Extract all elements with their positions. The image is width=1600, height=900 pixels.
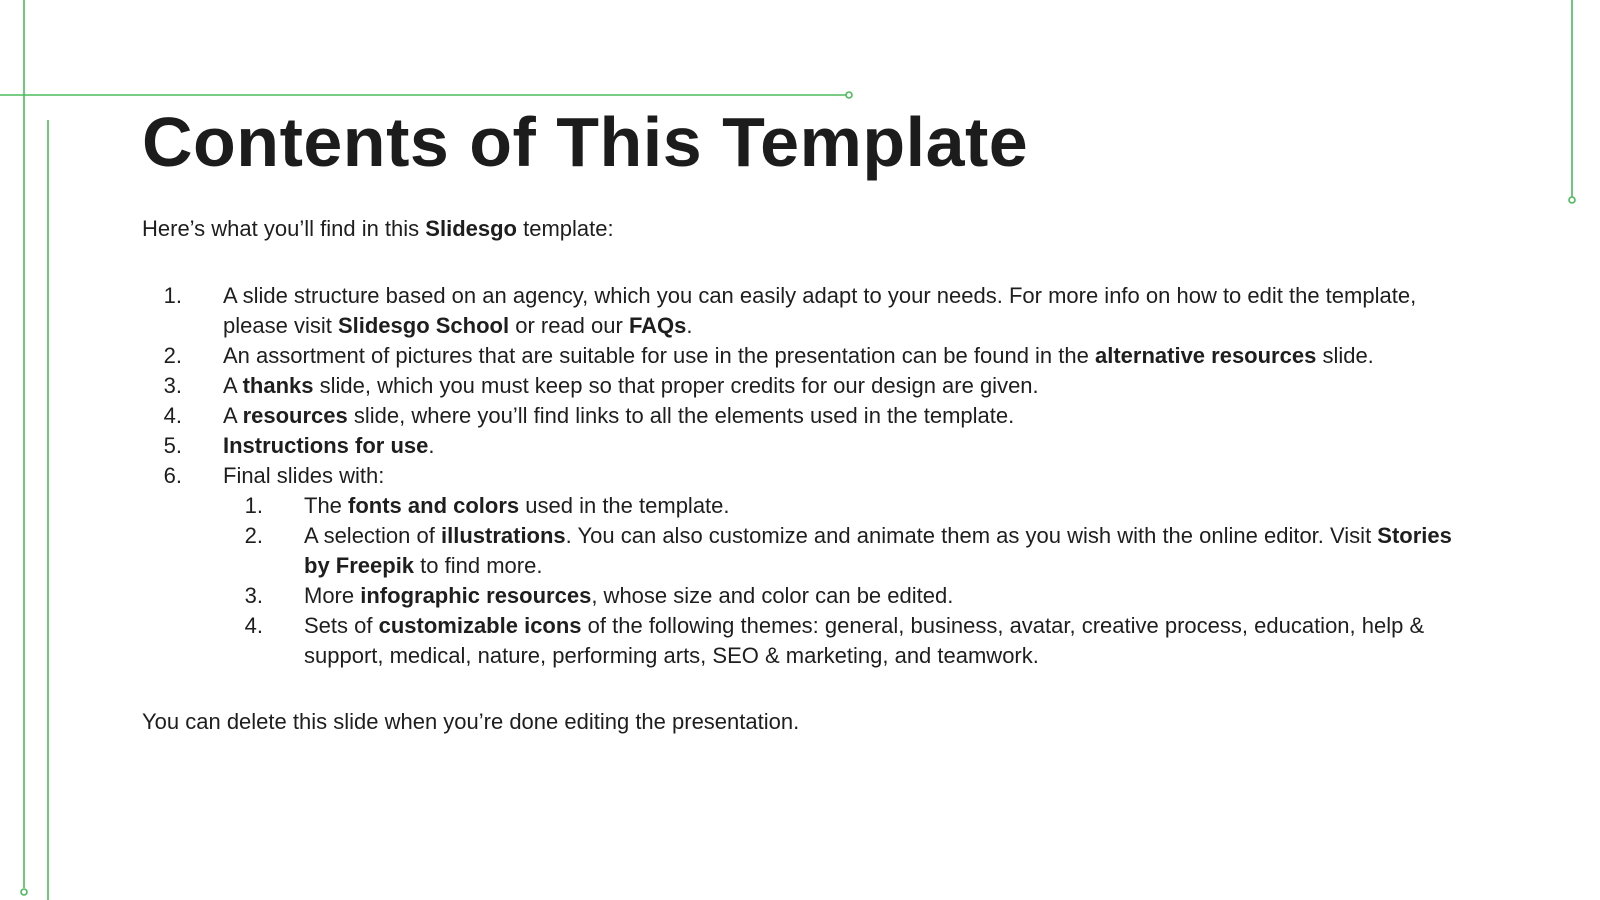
sublist-item: 3. More infographic resources, whose size and color can be edited.: [244, 583, 954, 608]
sublist-item: 4. Sets of customizable icons of the following themes: general, business, avatar, creative process, education, help & support, medical, nature, performing arts, SEO & marketing, and teamwork.: [244, 613, 1425, 668]
outro-text: You can delete this slide when you’re done editing the presentation.: [142, 709, 800, 734]
list-item: 4. A resources slide, where you’ll find links to all the elements used in the template.: [163, 403, 1015, 428]
list-item: 2. An assortment of pictures that are suitable for use in the presentation can be found in the alternative resources slide.: [163, 343, 1374, 368]
left-outer-line-dot: [21, 889, 27, 895]
slide-title: Contents of This Template: [142, 103, 1029, 181]
list-item: 5. Instructions for use.: [163, 433, 435, 458]
final-slides-sublist: [223, 491, 1462, 671]
list-item: 6. Final slides with: 1. The fonts and colors used in the template. 2. A selection of illustrations. You can also customize and animate them as you wish with the online editor. Visit Stories by Freepik to find more. 3. More infographic resources, whose size and color can be edited. 4. Sets of customizable icons of the following themes: general, business, avatar, creative process, education, help & support, medical, nature, performing arts, SEO & marketing, and teamwork.: [142, 461, 1462, 671]
contents-list: [142, 281, 1462, 671]
list-item: 1. A slide structure based on an agency, which you can easily adapt to your needs. For more info on how to edit the template, please visit Slidesgo School or read our FAQs.: [163, 283, 1417, 338]
intro-text: Here’s what you’ll find in this Slidesgo template:: [142, 216, 614, 241]
slide-content: [142, 100, 1462, 737]
sublist-item: 2. A selection of illustrations. You can also customize and animate them as you wish with the online editor. Visit Stories by Freepik to find more.: [244, 523, 1452, 578]
list-item: 3. A thanks slide, which you must keep so that proper credits for our design are given.: [163, 373, 1039, 398]
sublist-item: 1. The fonts and colors used in the template.: [244, 493, 730, 518]
top-horizontal-line-dot: [846, 92, 852, 98]
right-vertical-line-dot: [1569, 197, 1575, 203]
